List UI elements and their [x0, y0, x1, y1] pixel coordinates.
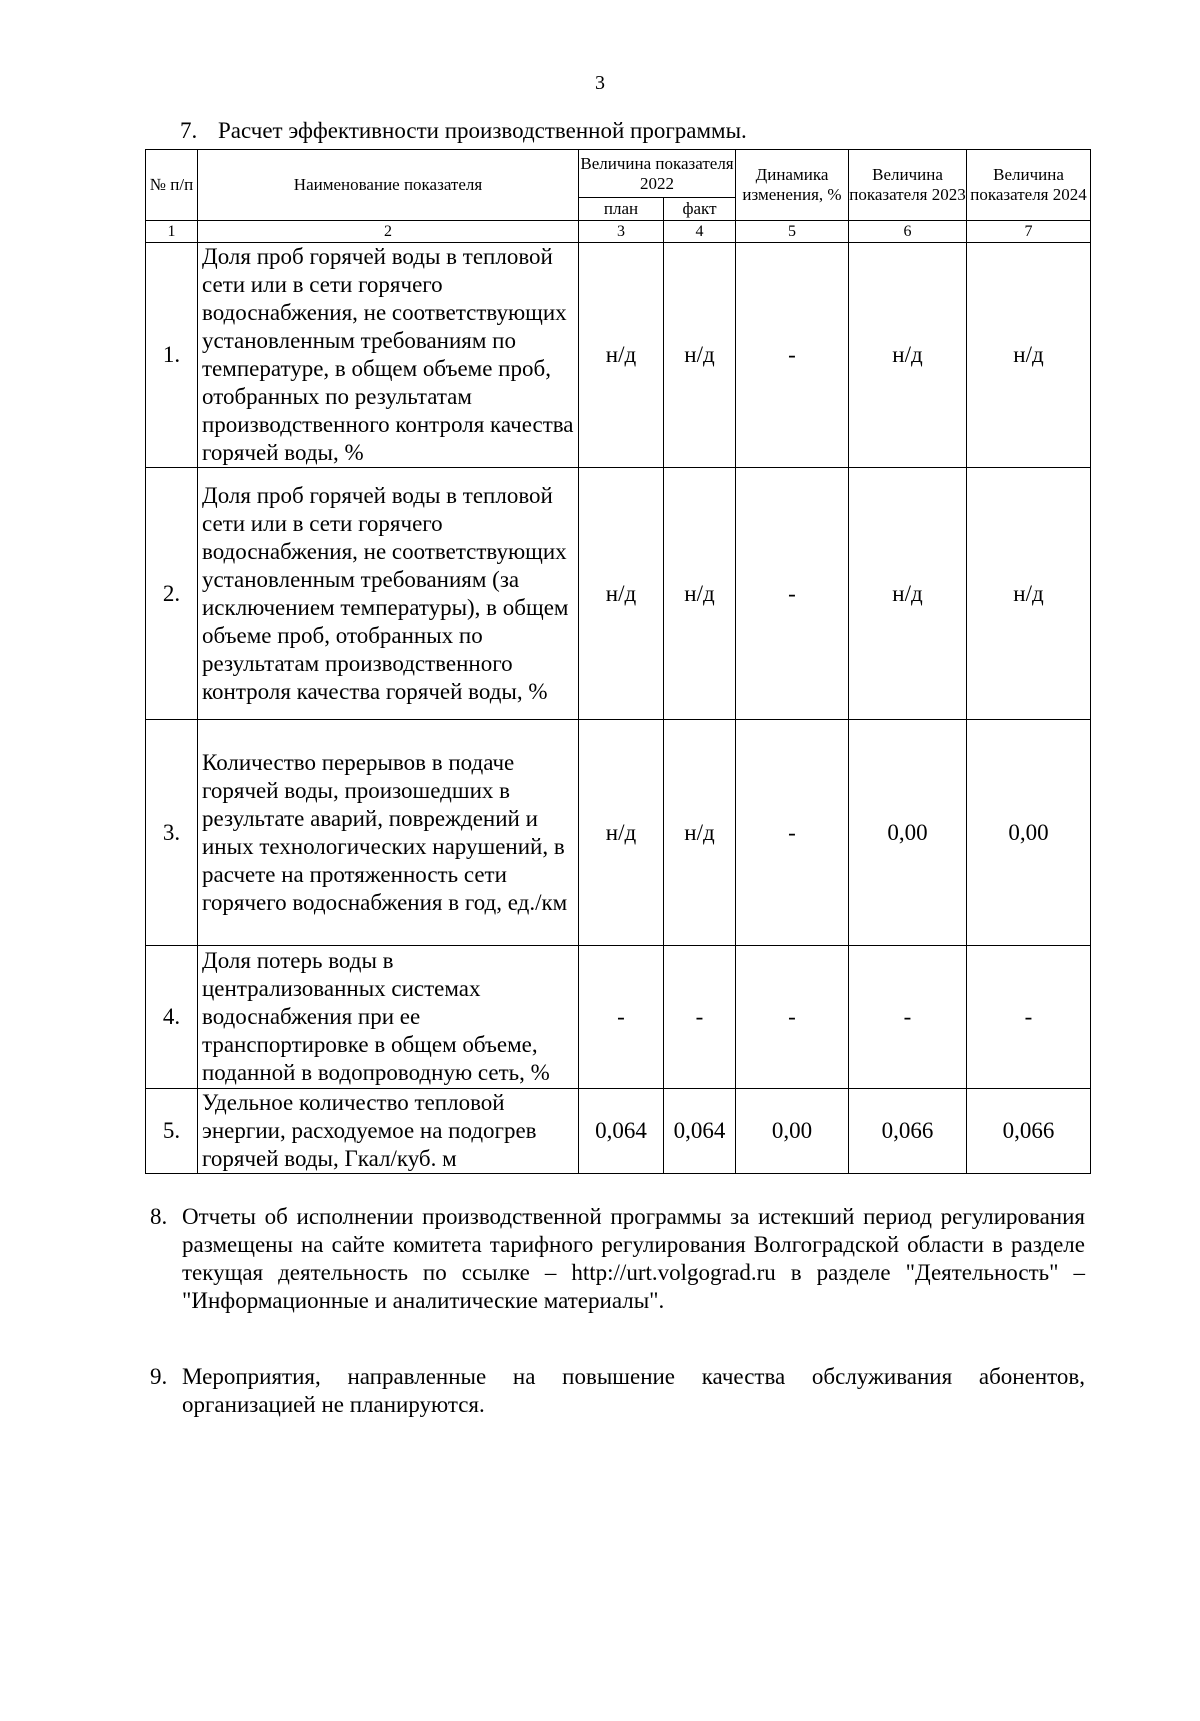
- fact-2022-value: н/д: [664, 468, 736, 720]
- table-row: [146, 1089, 1091, 1174]
- column-index: 6: [849, 221, 967, 243]
- indicator-name: Количество перерывов в подаче горячей воды, произошедших в результате аварий, повреждений и иных технологических нарушений, в расчете на протяженность сети горячего водоснабжения в год, ед./км: [198, 720, 579, 946]
- dynamics-value: -: [736, 946, 849, 1089]
- column-index: 3: [579, 221, 664, 243]
- column-index: 5: [736, 221, 849, 243]
- plan-2022-value: -: [579, 946, 664, 1089]
- fact-2022-value: н/д: [664, 243, 736, 468]
- fact-2022-value: 0,064: [664, 1089, 736, 1174]
- section-9-paragraph: [150, 1363, 1085, 1419]
- value-2023: 0,00: [849, 720, 967, 946]
- value-2024: 0,066: [967, 1089, 1091, 1174]
- row-number: 4.: [146, 946, 198, 1089]
- row-number: 1.: [146, 243, 198, 468]
- value-2024: н/д: [967, 468, 1091, 720]
- section-7-number: 7.: [180, 118, 198, 143]
- efficiency-table: [145, 149, 1091, 1174]
- value-2024: н/д: [967, 243, 1091, 468]
- value-2024: 0,00: [967, 720, 1091, 946]
- column-index: 2: [198, 221, 579, 243]
- column-index: 7: [967, 221, 1091, 243]
- dynamics-value: -: [736, 468, 849, 720]
- indicator-name: Доля потерь воды в централизованных системах водоснабжения при ее транспортировке в общем объеме, поданной в водопроводную сеть, %: [198, 946, 579, 1089]
- dynamics-value: -: [736, 243, 849, 468]
- table-row: [146, 243, 1091, 468]
- indicator-name: Доля проб горячей воды в тепловой сети или в сети горячего водоснабжения, не соответствующих установленным требованиям (за исключением температуры), в общем объеме проб, отобранных по результатам производственного контроля качества горячей воды, %: [198, 468, 579, 720]
- value-2024: -: [967, 946, 1091, 1089]
- plan-2022-value: н/д: [579, 468, 664, 720]
- indicator-name: Удельное количество тепловой энергии, расходуемое на подогрев горячей воды, Гкал/куб. м: [198, 1089, 579, 1174]
- section-8-number: 8.: [150, 1204, 168, 1229]
- page-number: 3: [595, 72, 605, 94]
- section-7-title: Расчет эффективности производственной программы.: [218, 118, 747, 143]
- value-2023: 0,066: [849, 1089, 967, 1174]
- section-9-number: 9.: [150, 1364, 168, 1389]
- plan-2022-value: н/д: [579, 243, 664, 468]
- header-value-2022: Величина показателя 2022: [579, 150, 736, 198]
- row-number: 3.: [146, 720, 198, 946]
- header-dynamics: Динамика изменения, %: [736, 150, 849, 221]
- value-2023: н/д: [849, 468, 967, 720]
- header-value-2024: Величина показателя 2024: [967, 150, 1091, 221]
- value-2023: -: [849, 946, 967, 1089]
- plan-2022-value: н/д: [579, 720, 664, 946]
- header-no: № п/п: [146, 150, 198, 221]
- dynamics-value: 0,00: [736, 1089, 849, 1174]
- header-fact: факт: [664, 198, 736, 221]
- dynamics-value: -: [736, 720, 849, 946]
- header-name: Наименование показателя: [198, 150, 579, 221]
- table-row: [146, 720, 1091, 946]
- row-number: 2.: [146, 468, 198, 720]
- header-plan: план: [579, 198, 664, 221]
- row-number: 5.: [146, 1089, 198, 1174]
- table-row: [146, 946, 1091, 1089]
- fact-2022-value: -: [664, 946, 736, 1089]
- section-8-text: Отчеты об исполнении производственной программы за истекший период регулирования размещены на сайте комитета тарифного регулирования Волгоградской области в разделе текущая деятельность по ссылке – http://urt.volgograd.ru в разделе "Деятельность" – "Информационные и аналитические материалы".: [182, 1204, 1085, 1313]
- header-value-2023: Величина показателя 2023: [849, 150, 967, 221]
- fact-2022-value: н/д: [664, 720, 736, 946]
- plan-2022-value: 0,064: [579, 1089, 664, 1174]
- table-row: [146, 468, 1091, 720]
- column-index: 4: [664, 221, 736, 243]
- column-index: 1: [146, 221, 198, 243]
- section-9-text: Мероприятия, направленные на повышение качества обслуживания абонентов, организацией не планируются.: [182, 1364, 1085, 1417]
- indicator-name: Доля проб горячей воды в тепловой сети или в сети горячего водоснабжения, не соответствующих установленным требованиям по температуре, в общем объеме проб, отобранных по результатам производственного контроля качества горячей воды, %: [198, 243, 579, 468]
- section-8-paragraph: [150, 1203, 1085, 1315]
- value-2023: н/д: [849, 243, 967, 468]
- section-7-heading: [180, 118, 747, 144]
